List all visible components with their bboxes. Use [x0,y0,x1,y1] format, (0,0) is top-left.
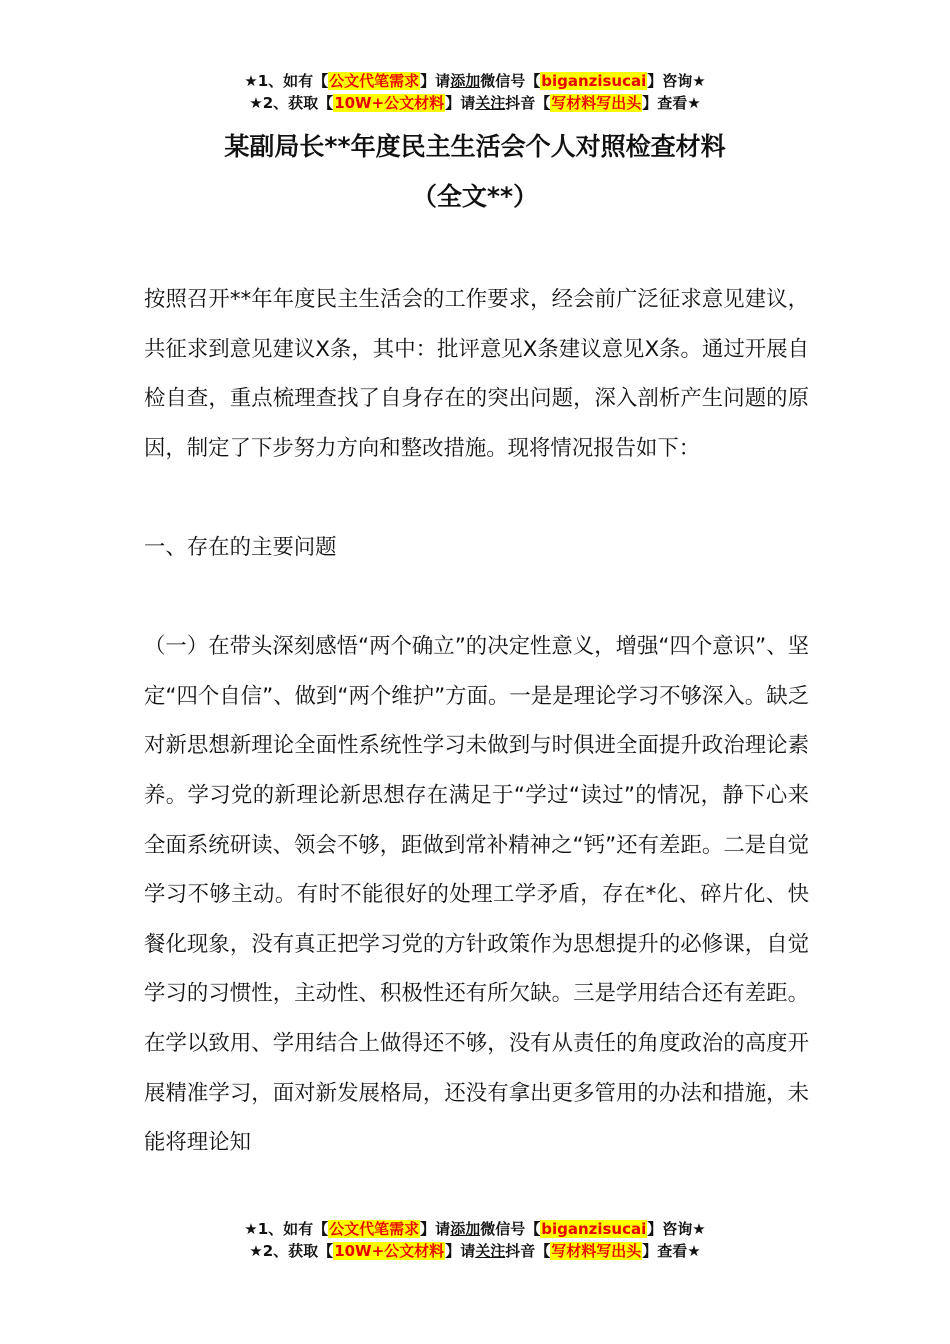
wechat-id-highlight: biganzisucai [541,72,647,90]
promo-text: 】查看★ [642,94,701,112]
section-heading: 一、存在的主要问题 [144,534,337,560]
promo-highlight: 10W+公文材料 [334,1242,445,1260]
promo-highlight: 公文代笔需求 [329,72,420,90]
promo-line-2 [0,1240,950,1262]
header-promo-banner [0,70,950,114]
promo-highlight: 10W+公文材料 [334,94,445,112]
promo-text: 微信号【 [480,1220,541,1238]
douyin-account-highlight: 写材料写出头 [551,94,642,112]
paragraph-spacer [144,573,809,623]
section-item-paragraph: （一）在带头深刻感悟“两个确立”的决定性意义，增强“四个意识”、坚定“四个自信”、做到“两个维护”方面。一是是理论学习不够深入。缺乏对新思想新理论全面性系统性学习未做到与时俱进全面提升政治理论素养。学习党的新理论新思想存在满足于“学过“读过”的情况，静下心来全面系统研读、领会不够，距做到常补精神之“钙”还有差距。二是自觉学习不够主动。有时不能很好的处理工学矛盾，存在*化、碎片化、快餐化现象，没有真正把学习党的方针政策作为思想提升的必修课，自觉学习的习惯性，主动性、积极性还有所欠缺。三是学用结合还有差距。在学以致用、学用结合上做得还不够，没有从责任的角度政治的高度开展精准学习，面对新发展格局，还没有拿出更多管用的办法和措施，未能将理论知 [144,634,809,1156]
promo-text: 微信号【 [480,72,541,90]
promo-text: 】咨询★ [647,1220,706,1238]
promo-text: 】请 [445,94,476,112]
wechat-id-highlight: biganzisucai [541,1220,647,1238]
document-body [144,275,809,1168]
promo-text: 】请 [445,1242,476,1260]
promo-line-1 [0,70,950,92]
promo-text: ★1、如有【 [244,1220,329,1238]
paragraph-spacer [144,473,809,523]
promo-text: 】咨询★ [647,72,706,90]
promo-text: 】请 [420,1220,451,1238]
promo-highlight: 公文代笔需求 [329,1220,420,1238]
document-subtitle: （全文**） [411,182,539,211]
promo-text: ★2、获取【 [249,1242,334,1260]
douyin-account-highlight: 写材料写出头 [551,1242,642,1260]
promo-text: 】请 [420,72,451,90]
promo-underlined-text: 关注 [475,94,506,112]
promo-text: 抖音【 [505,1242,551,1260]
intro-paragraph: 按照召开**年年度民主生活会的工作要求，经会前广泛征求意见建议，共征求到意见建议X条，其中：批评意见X条建议意见X条。通过开展自检自查，重点梳理查找了自身存在的突出问题，深入剖析产生问题的原因，制定了下步努力方向和整改措施。现将情况报告如下： [144,287,809,461]
promo-underlined-text: 关注 [475,1242,506,1260]
promo-text: 】查看★ [642,1242,701,1260]
promo-line-1 [0,1218,950,1240]
document-title: 某副局长**年度民主生活会个人对照检查材料 [224,132,726,161]
promo-line-2 [0,92,950,114]
promo-text: 抖音【 [505,94,551,112]
promo-underlined-text: 添加 [450,72,481,90]
promo-text: ★2、获取【 [249,94,334,112]
promo-underlined-text: 添加 [450,1220,481,1238]
promo-text: ★1、如有【 [244,72,329,90]
footer-promo-banner [0,1218,950,1262]
